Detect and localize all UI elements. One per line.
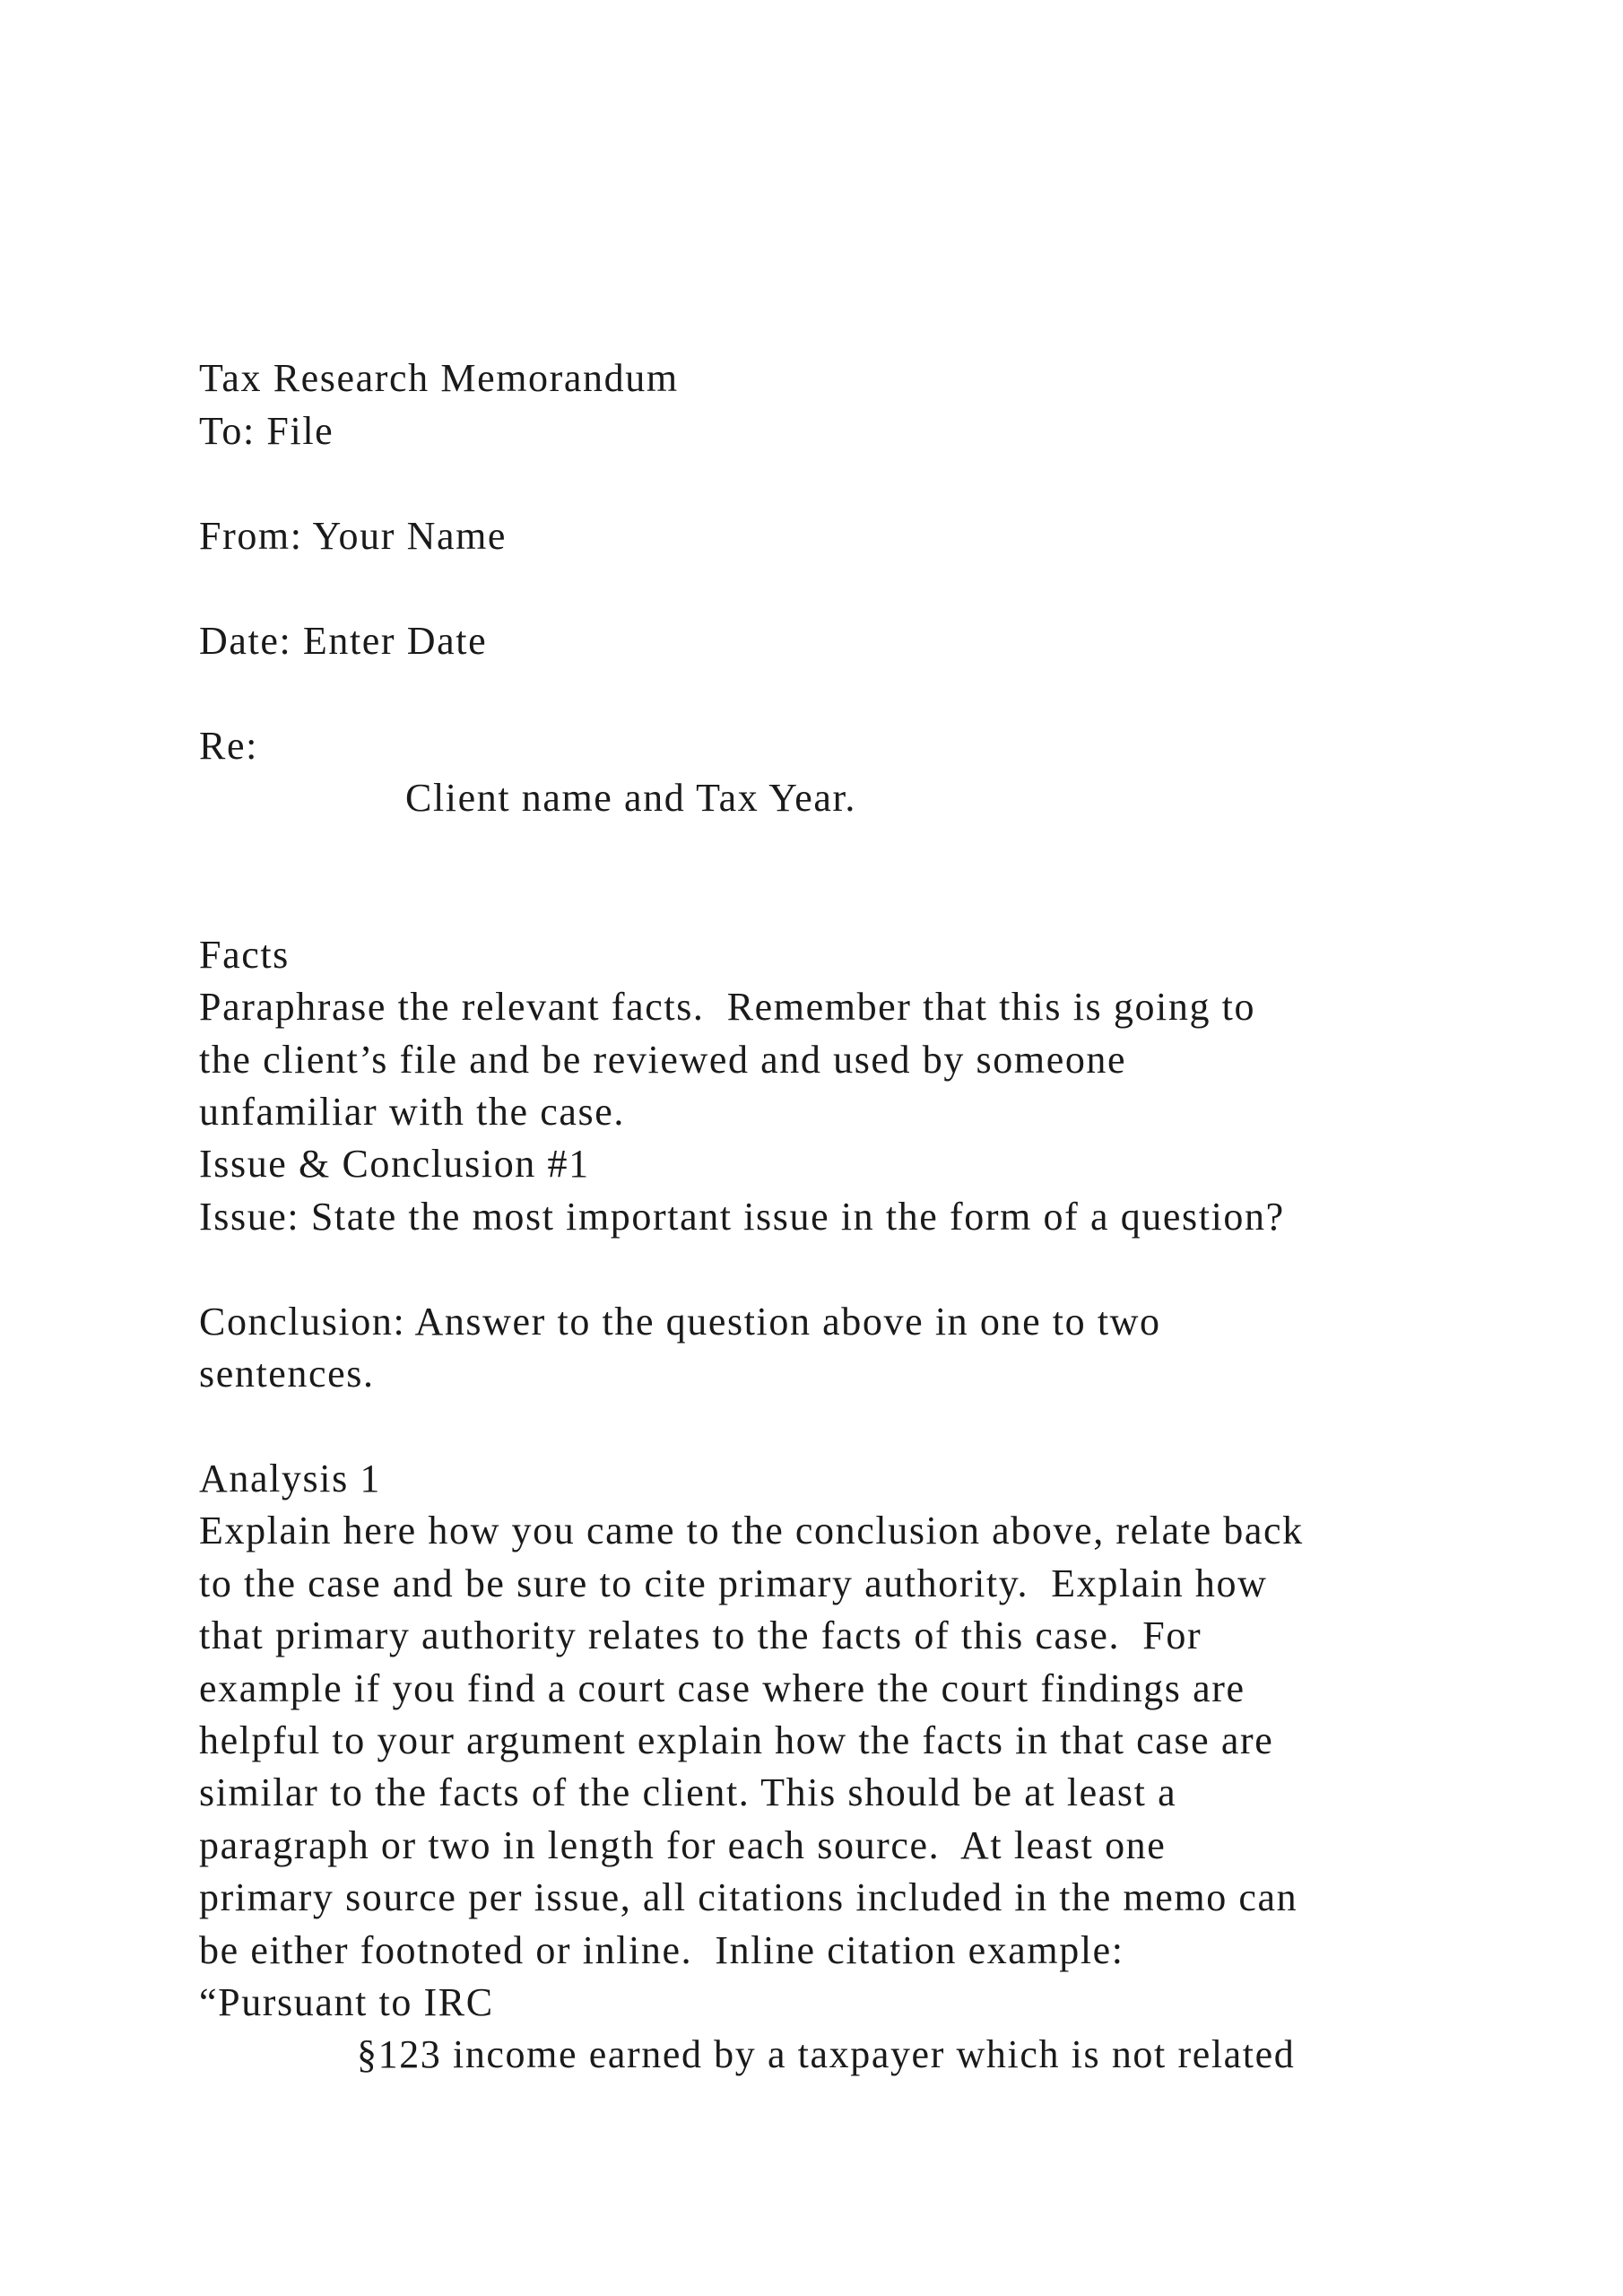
conclusion-line: Conclusion: Answer to the question above in one to two [199,1300,1161,1344]
analysis-heading: Analysis 1 [199,1457,381,1500]
memo-title: Tax Research Memorandum [199,356,679,400]
memo-from: From: Your Name [199,514,508,558]
memo-to: To: File [199,409,334,453]
issue-heading: Issue & Conclusion #1 [199,1142,590,1186]
analysis-line: primary source per issue, all citations included in the memo can [199,1875,1298,1919]
memo-date: Date: Enter Date [199,619,488,663]
facts-heading: Facts [199,933,290,977]
facts-line: unfamiliar with the case. [199,1090,625,1134]
analysis-line: example if you find a court case where the court findings are [199,1666,1245,1710]
analysis-line: helpful to your argument explain how the facts in that case are [199,1718,1274,1762]
facts-line: Paraphrase the relevant facts. Remember that this is going to [199,985,1256,1029]
memo-re-value: Client name and Tax Year. [405,776,856,820]
analysis-line: that primary authority relates to the facts of this case. For [199,1613,1202,1657]
facts-line: the client’s file and be reviewed and used by someone [199,1038,1127,1082]
analysis-line: to the case and be sure to cite primary authority. Explain how [199,1561,1268,1605]
analysis-line: paragraph or two in length for each source. At least one [199,1823,1167,1867]
issue-statement: Issue: State the most important issue in the form of a question? [199,1195,1285,1239]
analysis-line: §123 income earned by a taxpayer which is not related [357,2032,1296,2076]
analysis-line: similar to the facts of the client. This should be at least a [199,1770,1177,1814]
analysis-line: be either footnoted or inline. Inline citation example: [199,1928,1124,1972]
analysis-line: “Pursuant to IRC [199,1980,494,2024]
conclusion-line: sentences. [199,1352,375,1396]
memo-re-label: Re: [199,724,258,768]
analysis-line: Explain here how you came to the conclusion above, relate back [199,1509,1304,1552]
